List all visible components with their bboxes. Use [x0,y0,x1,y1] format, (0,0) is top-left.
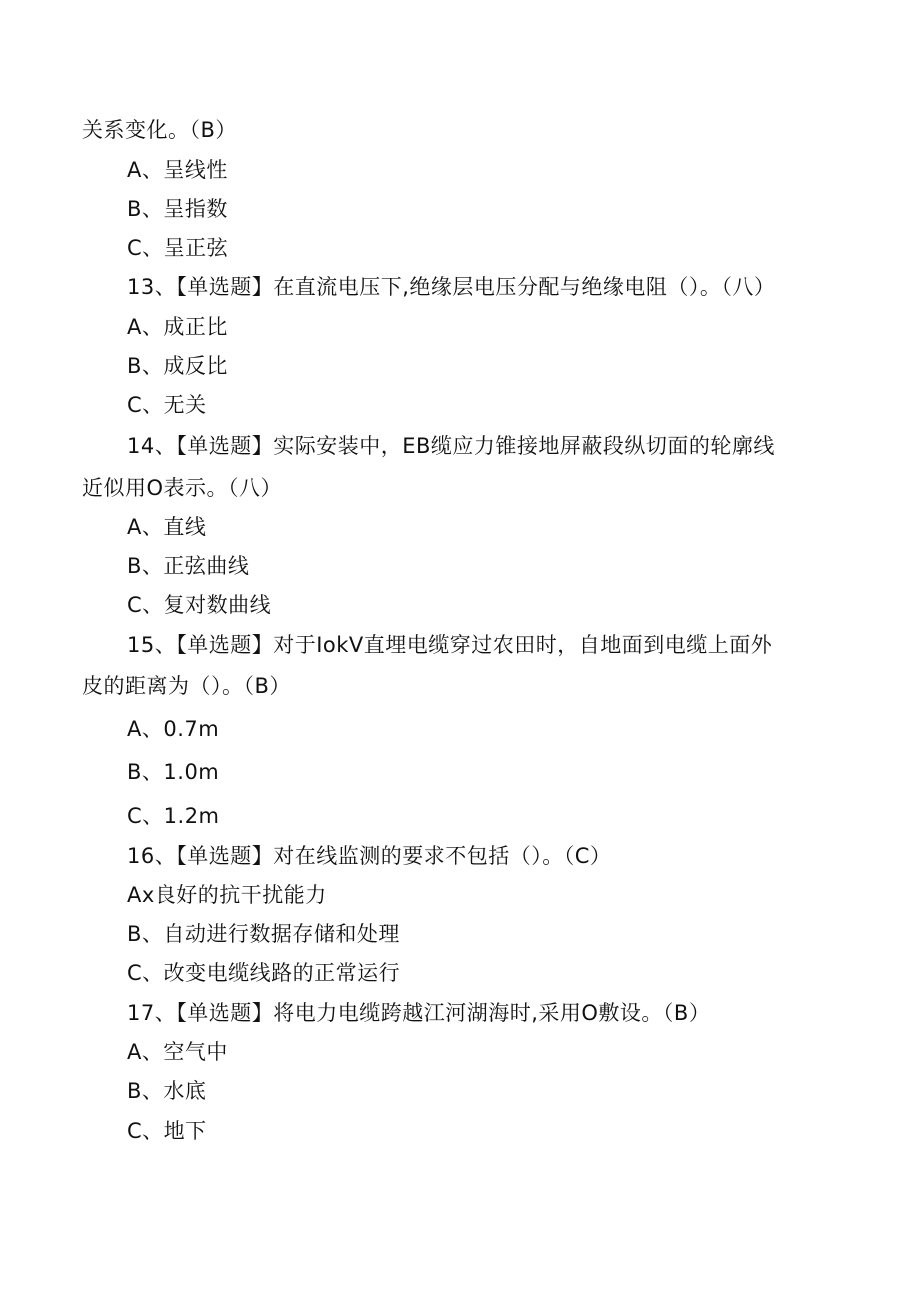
question-14-continuation: 近似用O表示。（八） [82,476,283,500]
option-b: B、呈指数 [127,197,228,221]
option-c: C、复对数曲线 [127,593,272,617]
question-15-continuation: 皮的距离为（）。（B） [82,674,291,698]
question-17: 17、【单选题】将电力电缆跨越江河湖海时,采用O敷设。（B） [127,1001,711,1025]
option-a: A、空气中 [127,1040,228,1064]
question-14: 14、【单选题】实际安装中，EB缆应力锥接地屏蔽段纵切面的轮廓线 [127,434,775,458]
option-b: B、自动进行数据存储和处理 [127,922,400,946]
option-b: B、水底 [127,1079,207,1103]
option-c: C、呈正弦 [127,236,229,260]
option-c: C、1.2m [127,804,220,828]
option-c: C、无关 [127,393,207,417]
option-a: A、呈线性 [127,158,228,182]
question-12-continuation: 关系变化。（B） [82,118,237,142]
option-c: C、地下 [127,1119,207,1143]
option-b: B、正弦曲线 [127,554,250,578]
option-b: B、1.0m [127,760,220,784]
option-a: Ax良好的抗干扰能力 [127,883,327,907]
option-a: A、成正比 [127,315,228,339]
option-a: A、直线 [127,515,207,539]
option-a: A、0.7m [127,717,220,741]
option-b: B、成反比 [127,354,228,378]
question-15: 15、【单选题】对于IokV直埋电缆穿过农田时，自地面到电缆上面外 [127,633,773,657]
question-16: 16、【单选题】对在线监测的要求不包括（）。（C） [127,844,612,868]
option-c: C、改变电缆线路的正常运行 [127,961,401,985]
question-13: 13、【单选题】在直流电压下,绝缘层电压分配与绝缘电阻（）。（八） [127,275,776,299]
